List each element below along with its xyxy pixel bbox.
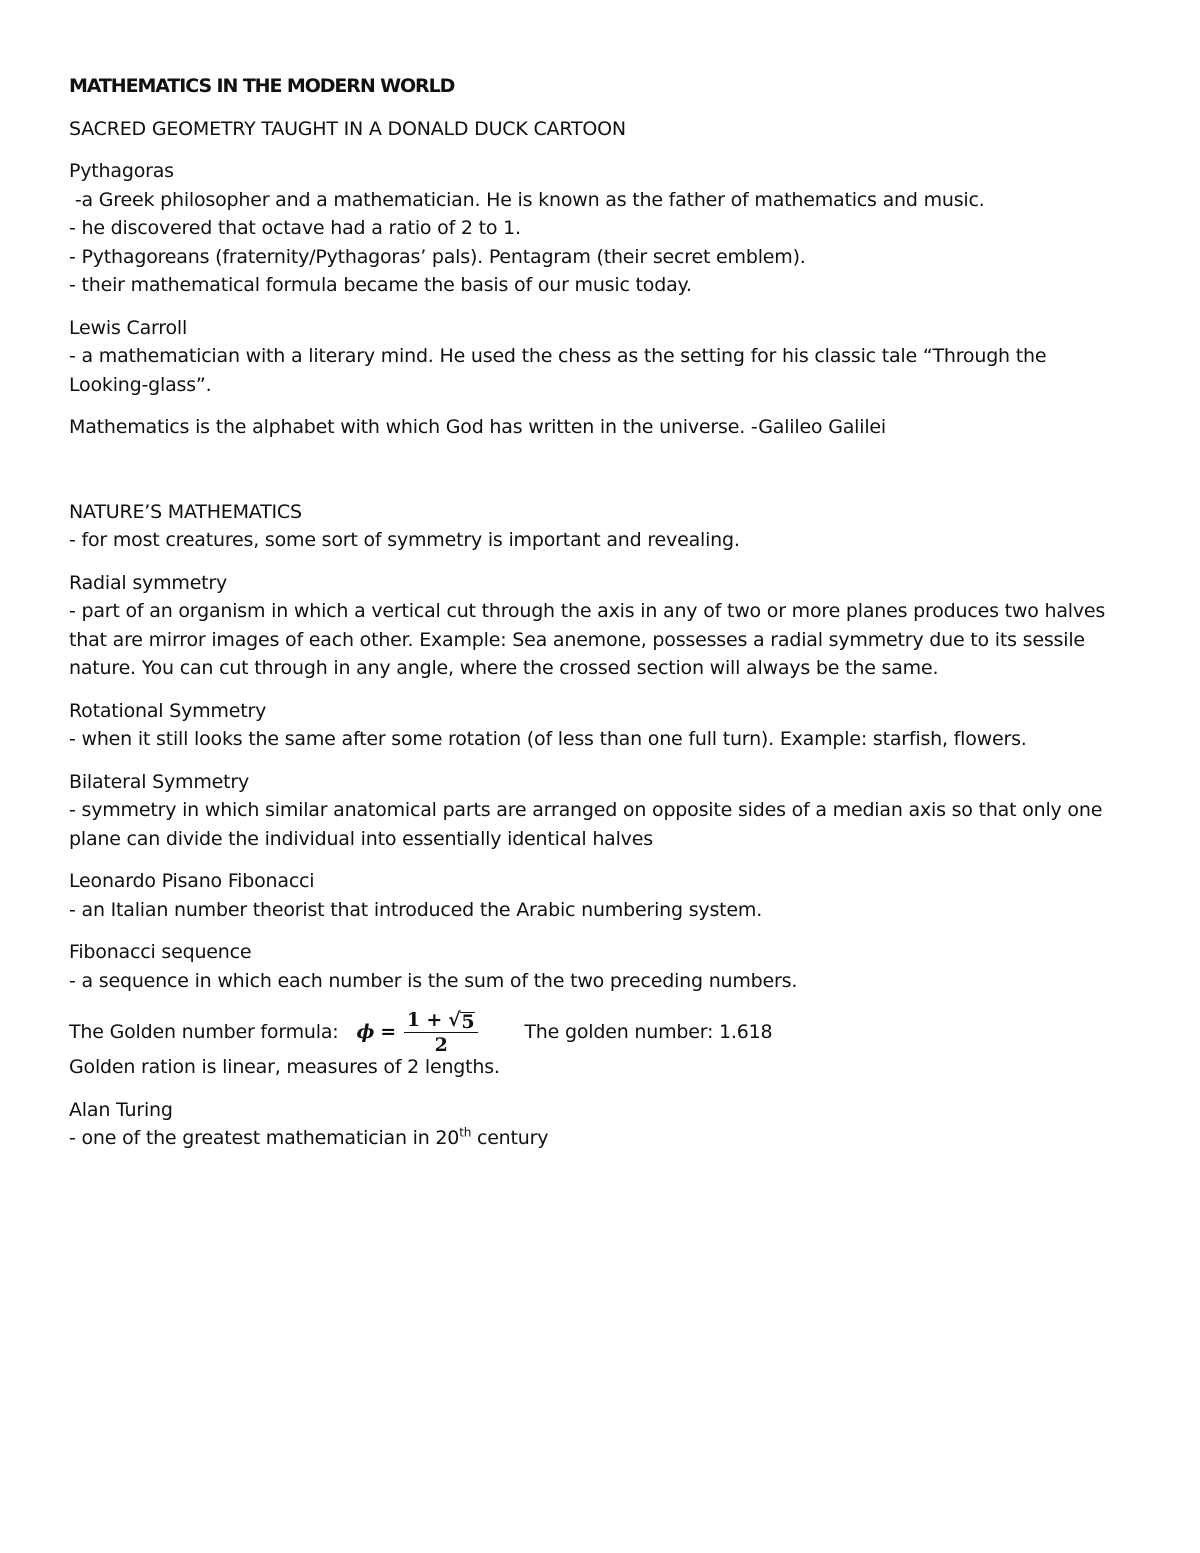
radial-symmetry-section <box>69 569 1129 683</box>
fraction-numerator <box>404 1009 478 1033</box>
golden-ratio-note: Golden ration is linear, measures of 2 lengths. <box>69 1056 500 1078</box>
document-body <box>69 72 1129 1167</box>
golden-fraction <box>404 1009 478 1056</box>
fibonacci-sequence-text: - a sequence in which each number is the sum of the two preceding numbers. <box>69 969 798 992</box>
sacred-geometry-heading: SACRED GEOMETRY TAUGHT IN A DONALD DUCK CARTOON <box>69 117 626 140</box>
natures-mathematics-text: - for most creatures, some sort of symmetry is important and revealing. <box>69 529 740 551</box>
ordinal-superscript: th <box>459 1125 472 1140</box>
document-title: MATHEMATICS IN THE MODERN WORLD <box>69 75 455 97</box>
fibonacci-person-name: Leonardo Pisano Fibonacci <box>69 870 315 892</box>
natures-mathematics-section <box>69 498 1129 555</box>
pythagoras-name: Pythagoras <box>69 160 174 182</box>
alan-turing-name: Alan Turing <box>69 1098 173 1121</box>
fraction-denominator: 2 <box>434 1033 448 1056</box>
radial-symmetry-name: Radial symmetry <box>69 571 228 594</box>
sqrt-symbol: √ <box>448 1008 461 1031</box>
radial-symmetry-text: - part of an organism in which a vertical cut through the axis in any of two or more planes produces two halves that are mirror images of each other. Example: Sea anemone, possesses a radial symmetry due to its sessile nature. You can cut through in any angle, where the crossed section will always be the same. <box>69 600 1106 679</box>
lewis-carroll-text: - a mathematician with a literary mind. He used the chess as the setting for his classic tale “Through the Looking-glass”. <box>69 345 1047 396</box>
rotational-symmetry-name: Rotational Symmetry <box>69 699 267 722</box>
equals-sign: = <box>380 1020 396 1043</box>
fibonacci-sequence-section <box>69 938 1129 995</box>
phi-symbol: ϕ <box>356 1020 375 1043</box>
galileo-quote: Mathematics is the alphabet with which God has written in the universe. -Galileo Galilei <box>69 416 886 438</box>
alan-turing-text-before: - one of the greatest mathematician in 20 <box>69 1127 460 1149</box>
bilateral-symmetry-section <box>69 768 1129 854</box>
pythagoras-line-3: - Pythagoreans (fraternity/Pythagoras’ pals). Pentagram (their secret emblem). <box>69 245 806 268</box>
golden-formula <box>357 1009 479 1056</box>
pythagoras-section <box>69 157 1129 300</box>
alan-turing-text <box>69 1124 1129 1153</box>
blank-spacer <box>69 456 1129 498</box>
natures-mathematics-heading: NATURE’S MATHEMATICS <box>69 500 302 523</box>
fibonacci-sequence-name: Fibonacci sequence <box>69 941 252 963</box>
lewis-carroll-section <box>69 314 1129 400</box>
rotational-symmetry-text: - when it still looks the same after some rotation (of less than one full turn). Example: starfish, flowers. <box>69 728 1027 750</box>
pythagoras-line-4: - their mathematical formula became the basis of our music today. <box>69 274 692 296</box>
fibonacci-person-text: - an Italian number theorist that introduced the Arabic numbering system. <box>69 898 763 921</box>
alan-turing-text-after: century <box>471 1127 549 1149</box>
pythagoras-line-2: - he discovered that octave had a ratio of 2 to 1. <box>69 217 521 239</box>
alan-turing-section <box>69 1096 1129 1153</box>
golden-number-value: The golden number: 1.618 <box>524 1020 773 1043</box>
lewis-carroll-name: Lewis Carroll <box>69 316 188 339</box>
golden-number-row <box>69 1009 1129 1055</box>
fibonacci-person-section <box>69 867 1129 924</box>
pythagoras-line-1: -a Greek philosopher and a mathematician. He is known as the father of mathematics and music. <box>69 188 985 211</box>
rotational-symmetry-section <box>69 697 1129 754</box>
bilateral-symmetry-name: Bilateral Symmetry <box>69 770 250 793</box>
sqrt-argument: 5 <box>461 1010 475 1033</box>
bilateral-symmetry-text: - symmetry in which similar anatomical parts are arranged on opposite sides of a median axis so that only one plane can divide the individual into essentially identical halves <box>69 799 1103 850</box>
golden-formula-label: The Golden number formula: <box>69 1020 339 1043</box>
numerator-one-plus: 1 + <box>406 1008 443 1031</box>
